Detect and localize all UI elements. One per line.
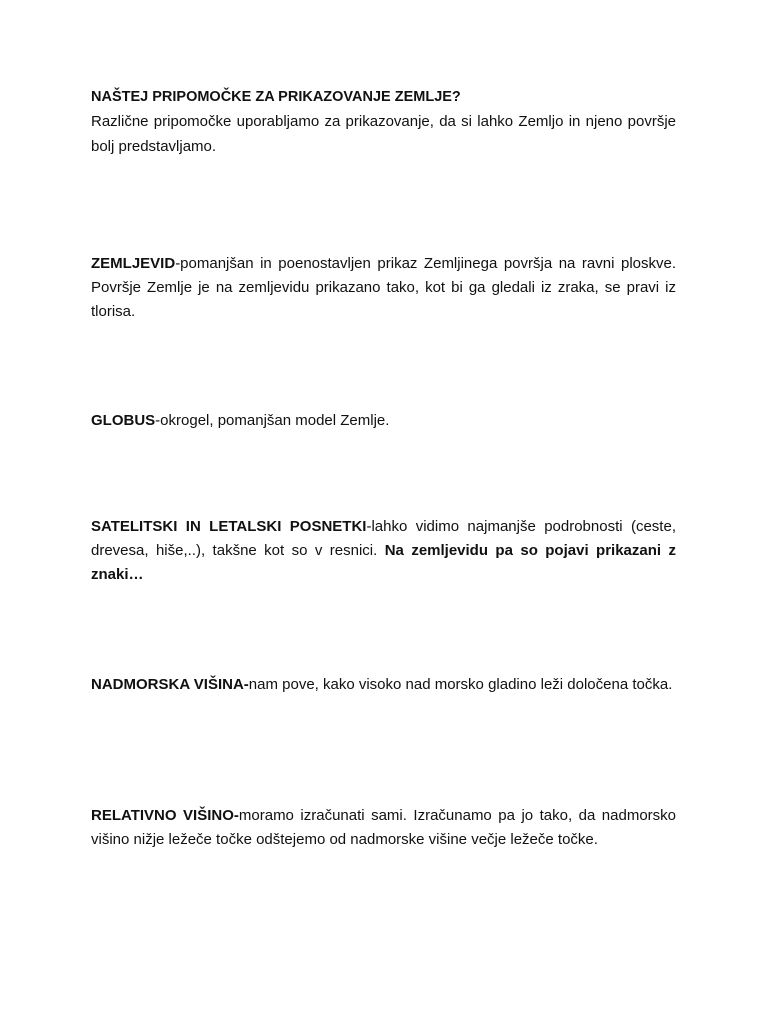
text-relativna-visina: moramo izračunati sami. Izračunamo pa jo tako, da nadmorsko višino nižje ležeče točke odštejemo od nadmorske višine večje ležeče točke. [91,807,676,848]
intro-paragraph: Različne pripomočke uporabljamo za prikazovanje, da si lahko Zemljo in njeno površje bolj predstavljamo. [91,113,676,155]
text-nadmorska-visina: nam pove, kako visoko nad morsko gladino leži določena točka. [248,676,673,693]
definition-zemljevid [91,252,676,324]
term-nadmorska-visina: NADMORSKA VIŠINA- [91,676,249,693]
term-posnetki: SATELITSKI IN LETALSKI POSNETKI [91,518,367,535]
bold-tail-posnetki: Na zemljevidu pa so pojavi prikazani z znaki… [91,542,676,583]
definition-relativna-visina [91,804,676,852]
definition-nadmorska-visina [91,673,676,697]
text-globus: -okrogel, pomanjšan model Zemlje. [155,412,390,429]
definition-globus [91,409,676,433]
question-heading: NAŠTEJ PRIPOMOČKE ZA PRIKAZOVANJE ZEMLJE? [91,89,461,105]
definition-posnetki [91,515,676,587]
text-posnetki: -lahko vidimo najmanjše podrobnosti (ceste, drevesa, hiše,..), takšne kot so v resnici. [91,518,676,559]
term-relativna-visina: RELATIVNO VIŠINO- [91,807,239,824]
term-globus: GLOBUS [91,412,156,429]
text-zemljevid: -pomanjšan in poenostavljen prikaz Zemljinega površja na ravni ploskve. Površje Zemlje je na zemljevidu prikazano tako, kot bi ga gledali iz zraka, se pravi iz tlorisa. [91,255,676,320]
term-zemljevid: ZEMLJEVID [91,255,176,272]
